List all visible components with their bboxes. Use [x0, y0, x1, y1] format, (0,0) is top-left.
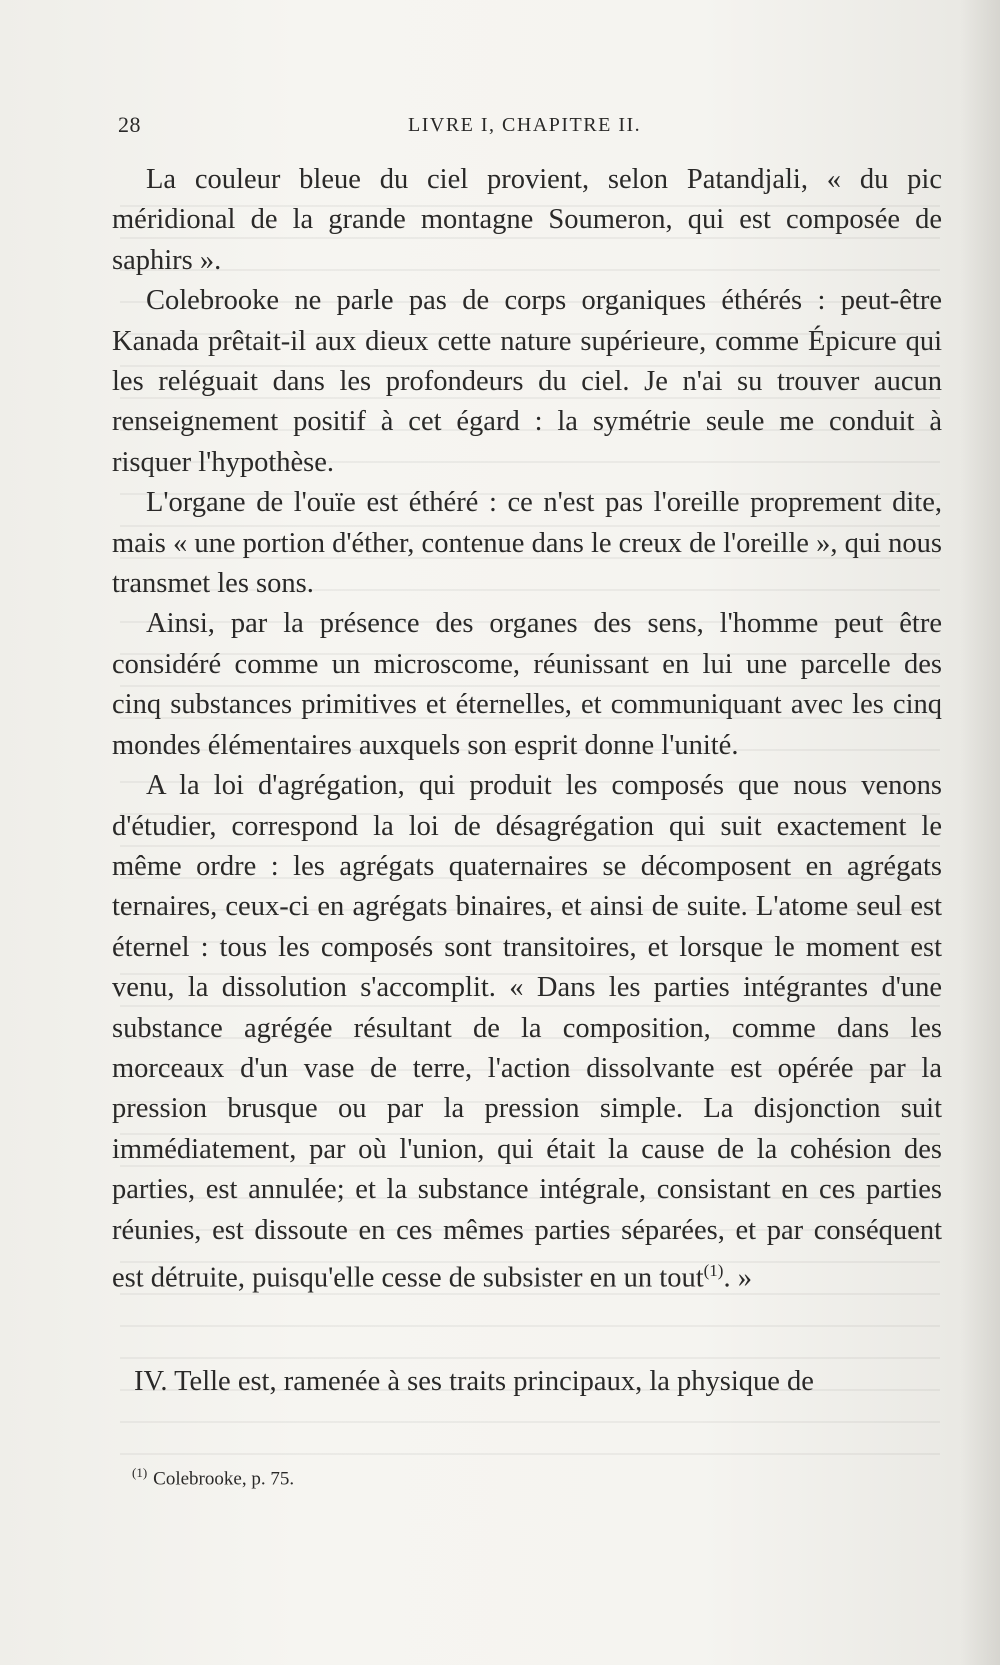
body-text — [112, 160, 942, 1299]
page-header — [118, 112, 938, 148]
paragraph-5-text: A la loi d'agrégation, qui produit les composés que nous venons d'étudier, correspond la loi de désagrégation qui suit exactement le même ordre : les agrégats quaternaires se décomposent en agrégats ternaires, ceux-ci en agrégats binaires, et ainsi de suite. L'atome seul est éternel : tous les composés sont transitoires, et lorsque le moment est venu, la dissolution s'accomplit. « Dans les parties intégrantes d'une substance agrégée résultant de la composition, comme dans les morceaux d'un vase de terre, l'action dissolvante est opérée par la pression brusque ou par la pression simple. La disjonction suit immédiatement, par où l'union, qui était la cause de la cohésion des parties, est annulée; et la substance intégrale, consistant en ces parties réunies, est dissoute en ces mêmes parties séparées, et par conséquent est détruite, puisqu'elle cesse de subsister en un tout — [112, 770, 942, 1294]
quote-close: . » — [723, 1262, 752, 1294]
paragraph-1: La couleur bleue du ciel provient, selon Patandjali, « du pic méridional de la grande montagne Soumeron, qui est composée de saphirs ». — [112, 164, 942, 276]
paragraph-5 — [112, 766, 942, 1299]
paragraph-2: Colebrooke ne parle pas de corps organiques éthérés : peut-être Kanada prêtait-il aux dieux cette nature supérieure, comme Épicure qui les reléguait dans les profondeurs du ciel. Je n'ai su trouver aucun renseignement positif à cet égard : la symétrie seule me conduit à risquer l'hypothèse. — [112, 285, 942, 478]
running-head: LIVRE I, CHAPITRE II. — [408, 114, 642, 136]
footnote-reference: (1) — [703, 1260, 724, 1280]
footnote — [132, 1460, 294, 1492]
section-iv-start: IV. Telle est, ramenée à ses traits principaux, la physique de — [134, 1366, 814, 1397]
page-number: 28 — [118, 112, 141, 137]
paragraph-3: L'organe de l'ouïe est éthéré : ce n'est pas l'oreille proprement dite, mais « une portion d'éther, contenue dans le creux de l'oreille », qui nous transmet les sons. — [112, 487, 942, 600]
paragraph-4: Ainsi, par la présence des organes des sens, l'homme peut être considéré comme un microscome, réunissant en lui une parcelle des cinq substances primitives et éternelles, et communiquant avec les cinq mondes élémentaires auxquels son esprit donne l'unité. — [112, 608, 942, 761]
page-edge-shadow — [960, 0, 1000, 1665]
footnote-text: Colebrooke, p. 75. — [153, 1468, 295, 1490]
footnote-mark: (1) — [132, 1465, 148, 1480]
